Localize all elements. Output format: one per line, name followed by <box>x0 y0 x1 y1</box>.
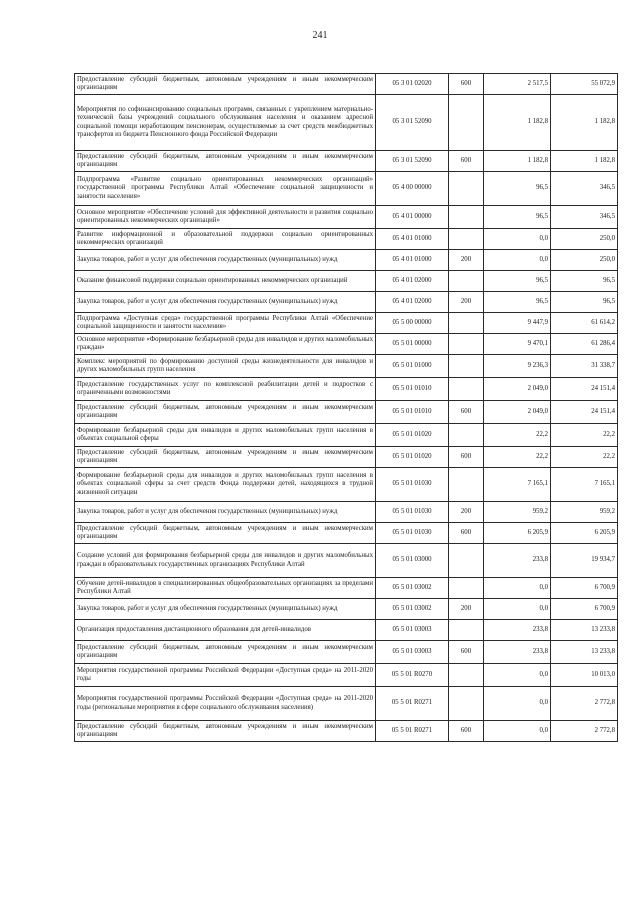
row-expense-type <box>449 313 484 334</box>
row-value-1: 1 182,8 <box>484 95 551 151</box>
table-row <box>75 664 618 687</box>
table-row <box>75 544 618 578</box>
row-code: 05 5 01 03000 <box>376 544 449 578</box>
table-row <box>75 229 618 250</box>
row-value-2: 61 614,2 <box>551 313 618 334</box>
row-value-1: 233,8 <box>484 544 551 578</box>
row-value-2: 250,0 <box>551 229 618 250</box>
row-value-1: 233,8 <box>484 620 551 641</box>
row-value-1: 2 049,0 <box>484 401 551 424</box>
row-name: Предоставление государственных услуг по комплексной реабилитации детей и подростков с ограниченными возможностями <box>75 378 376 401</box>
row-expense-type <box>449 206 484 229</box>
row-expense-type: 600 <box>449 447 484 468</box>
row-expense-type <box>449 229 484 250</box>
row-name: Закупка товаров, работ и услуг для обеспечения государственных (муниципальных) нужд <box>75 502 376 523</box>
row-value-2: 19 934,7 <box>551 544 618 578</box>
row-name: Комплекс мероприятий по формированию доступной среды жизнедеятельности для инвалидов и других маломобильных групп населения <box>75 355 376 378</box>
row-value-2: 22,2 <box>551 424 618 447</box>
row-expense-type: 600 <box>449 721 484 742</box>
row-code: 05 5 01 03003 <box>376 620 449 641</box>
row-value-1: 2 517,5 <box>484 74 551 95</box>
row-expense-type: 600 <box>449 523 484 544</box>
row-expense-type: 200 <box>449 292 484 313</box>
table-row <box>75 502 618 523</box>
row-expense-type <box>449 468 484 502</box>
row-name: Закупка товаров, работ и услуг для обеспечения государственных (муниципальных) нужд <box>75 250 376 271</box>
row-value-1: 0,0 <box>484 250 551 271</box>
table-row <box>75 74 618 95</box>
row-expense-type <box>449 620 484 641</box>
row-name: Формирование безбарьерной среды для инвалидов и других маломобильных групп населения в объектах социальной сферы за счет средств Фонда поддержки детей, находящихся в трудной жизненной ситуации <box>75 468 376 502</box>
row-value-2: 13 233,8 <box>551 641 618 664</box>
row-name: Мероприятия по софинансированию социальных программ, связанных с укреплением материально-технической базы учреждений социального обслуживания населения и оказанием адресной социальной помощи неработающим пенсионерам, осуществляемые за счет средств межбюджетных трансфертов из бюджета Пенсионного фонда Российской Федерации <box>75 95 376 151</box>
table-row <box>75 401 618 424</box>
row-expense-type <box>449 334 484 355</box>
row-value-1: 0,0 <box>484 664 551 687</box>
row-name: Предоставление субсидий бюджетным, автономным учреждениям и иным некоммерческим организациям <box>75 641 376 664</box>
budget-table-body <box>75 74 618 742</box>
row-value-1: 2 049,0 <box>484 378 551 401</box>
row-code: 05 5 01 R0271 <box>376 721 449 742</box>
row-value-2: 24 151,4 <box>551 401 618 424</box>
row-name: Оказание финансовой поддержки социально ориентированных некоммерческих организаций <box>75 271 376 292</box>
row-expense-type <box>449 424 484 447</box>
row-code: 05 5 01 03002 <box>376 578 449 599</box>
row-name: Основное мероприятие «Обеспечение условий для эффективной деятельности и развития социально ориентированных некоммерческих организаций» <box>75 206 376 229</box>
row-name: Предоставление субсидий бюджетным, автономным учреждениям и иным некоммерческим организациям <box>75 721 376 742</box>
row-value-1: 0,0 <box>484 721 551 742</box>
row-value-2: 31 338,7 <box>551 355 618 378</box>
row-value-2: 61 286,4 <box>551 334 618 355</box>
row-code: 05 5 01 00000 <box>376 334 449 355</box>
table-row <box>75 687 618 721</box>
row-code: 05 4 01 02000 <box>376 292 449 313</box>
row-value-2: 2 772,8 <box>551 721 618 742</box>
row-value-1: 0,0 <box>484 578 551 599</box>
table-row <box>75 599 618 620</box>
row-name: Создание условий для формирования безбарьерной среды для инвалидов и других маломобильных граждан в образовательных государственных организациях Республики Алтай <box>75 544 376 578</box>
row-value-1: 233,8 <box>484 641 551 664</box>
row-code: 05 3 01 52090 <box>376 151 449 172</box>
row-value-2: 96,5 <box>551 292 618 313</box>
row-value-2: 346,5 <box>551 172 618 206</box>
row-value-2: 346,5 <box>551 206 618 229</box>
row-value-2: 7 165,1 <box>551 468 618 502</box>
row-code: 05 4 00 00000 <box>376 172 449 206</box>
row-value-1: 96,5 <box>484 172 551 206</box>
row-expense-type: 600 <box>449 401 484 424</box>
table-row <box>75 355 618 378</box>
row-name: Подпрограмма «Доступная среда» государственной программы Республики Алтай «Обеспечение социальной защищенности и занятости населения» <box>75 313 376 334</box>
row-code: 05 5 01 01010 <box>376 378 449 401</box>
row-value-1: 1 182,8 <box>484 151 551 172</box>
row-code: 05 3 01 02020 <box>376 74 449 95</box>
row-name: Предоставление субсидий бюджетным, автономным учреждениям и иным некоммерческим организациям <box>75 74 376 95</box>
row-value-1: 96,5 <box>484 206 551 229</box>
row-name: Развитие информационной и образовательной поддержки социально ориентированных некоммерческих организаций <box>75 229 376 250</box>
table-row <box>75 334 618 355</box>
row-name: Предоставление субсидий бюджетным, автономным учреждениям и иным некоммерческим организациям <box>75 447 376 468</box>
table-row <box>75 378 618 401</box>
row-expense-type: 200 <box>449 250 484 271</box>
row-code: 05 4 01 01000 <box>376 229 449 250</box>
row-value-1: 22,2 <box>484 424 551 447</box>
row-expense-type: 600 <box>449 151 484 172</box>
row-value-1: 22,2 <box>484 447 551 468</box>
row-value-2: 55 072,9 <box>551 74 618 95</box>
row-code: 05 5 01 01030 <box>376 523 449 544</box>
table-row <box>75 172 618 206</box>
row-code: 05 5 00 00000 <box>376 313 449 334</box>
row-code: 05 4 01 01000 <box>376 250 449 271</box>
row-value-1: 7 165,1 <box>484 468 551 502</box>
row-name: Предоставление субсидий бюджетным, автономным учреждениям и иным некоммерческим организациям <box>75 523 376 544</box>
row-value-1: 9 470,1 <box>484 334 551 355</box>
row-expense-type <box>449 172 484 206</box>
row-value-1: 6 205,9 <box>484 523 551 544</box>
row-code: 05 5 01 01030 <box>376 468 449 502</box>
row-value-2: 250,0 <box>551 250 618 271</box>
row-code: 05 3 01 52090 <box>376 95 449 151</box>
row-value-1: 96,5 <box>484 292 551 313</box>
row-expense-type: 200 <box>449 599 484 620</box>
row-name: Подпрограмма «Развитие социально ориентированных некоммерческих организаций» государственной программы Республики Алтай «Обеспечение социальной защищенности и занятости населения» <box>75 172 376 206</box>
row-expense-type <box>449 544 484 578</box>
row-value-1: 96,5 <box>484 271 551 292</box>
row-name: Предоставление субсидий бюджетным, автономным учреждениям и иным некоммерческим организациям <box>75 151 376 172</box>
row-expense-type <box>449 664 484 687</box>
row-expense-type <box>449 378 484 401</box>
row-value-2: 6 205,9 <box>551 523 618 544</box>
table-row <box>75 313 618 334</box>
row-expense-type: 200 <box>449 502 484 523</box>
row-code: 05 5 01 03003 <box>376 641 449 664</box>
row-code: 05 4 01 00000 <box>376 206 449 229</box>
table-row <box>75 271 618 292</box>
row-expense-type <box>449 687 484 721</box>
table-row <box>75 620 618 641</box>
page-number: 241 <box>312 30 328 41</box>
row-code: 05 5 01 01020 <box>376 447 449 468</box>
table-row <box>75 578 618 599</box>
row-value-1: 0,0 <box>484 229 551 250</box>
table-row <box>75 641 618 664</box>
table-row <box>75 523 618 544</box>
row-name: Предоставление субсидий бюджетным, автономным учреждениям и иным некоммерческим организациям <box>75 401 376 424</box>
row-name: Мероприятия государственной программы Российской Федерации «Доступная среда» на 2011-2020 годы (региональные мероприятия в сфере социального обслуживания населения) <box>75 687 376 721</box>
budget-table <box>74 73 618 742</box>
row-code: 05 5 01 R0270 <box>376 664 449 687</box>
table-row <box>75 95 618 151</box>
row-value-2: 6 700,9 <box>551 578 618 599</box>
table-row <box>75 292 618 313</box>
row-value-1: 9 236,3 <box>484 355 551 378</box>
row-value-2: 10 013,0 <box>551 664 618 687</box>
table-row <box>75 447 618 468</box>
row-code: 05 5 01 01010 <box>376 401 449 424</box>
row-code: 05 5 01 01030 <box>376 502 449 523</box>
row-expense-type <box>449 355 484 378</box>
table-row <box>75 721 618 742</box>
table-row <box>75 151 618 172</box>
row-expense-type: 600 <box>449 641 484 664</box>
row-expense-type: 600 <box>449 74 484 95</box>
row-code: 05 5 01 01020 <box>376 424 449 447</box>
row-code: 05 5 01 01000 <box>376 355 449 378</box>
row-name: Мероприятия государственной программы Российской Федерации «Доступная среда» на 2011-2020 годы <box>75 664 376 687</box>
table-row <box>75 250 618 271</box>
row-code: 05 4 01 02000 <box>376 271 449 292</box>
row-name: Закупка товаров, работ и услуг для обеспечения государственных (муниципальных) нужд <box>75 292 376 313</box>
row-value-2: 2 772,8 <box>551 687 618 721</box>
row-value-1: 0,0 <box>484 687 551 721</box>
row-value-2: 1 182,8 <box>551 95 618 151</box>
row-name: Основное мероприятие «Формирование безбарьерной среды для инвалидов и других маломобильных граждан» <box>75 334 376 355</box>
row-value-2: 24 151,4 <box>551 378 618 401</box>
row-value-2: 96,5 <box>551 271 618 292</box>
row-value-1: 9 447,9 <box>484 313 551 334</box>
table-row <box>75 206 618 229</box>
row-expense-type <box>449 95 484 151</box>
row-value-1: 959,2 <box>484 502 551 523</box>
row-name: Обучение детей-инвалидов в специализированных общеобразовательных организациях за пределами Республики Алтай <box>75 578 376 599</box>
row-value-2: 22,2 <box>551 447 618 468</box>
table-row <box>75 424 618 447</box>
row-name: Организация предоставления дистанционного образования для детей-инвалидов <box>75 620 376 641</box>
table-row <box>75 468 618 502</box>
row-value-2: 1 182,8 <box>551 151 618 172</box>
row-value-2: 13 233,8 <box>551 620 618 641</box>
row-value-2: 6 700,9 <box>551 599 618 620</box>
row-value-1: 0,0 <box>484 599 551 620</box>
row-value-2: 959,2 <box>551 502 618 523</box>
row-expense-type <box>449 271 484 292</box>
row-expense-type <box>449 578 484 599</box>
row-name: Закупка товаров, работ и услуг для обеспечения государственных (муниципальных) нужд <box>75 599 376 620</box>
row-code: 05 5 01 03002 <box>376 599 449 620</box>
row-code: 05 5 01 R0271 <box>376 687 449 721</box>
row-name: Формирование безбарьерной среды для инвалидов и других маломобильных групп населения в объектах социальной сферы <box>75 424 376 447</box>
